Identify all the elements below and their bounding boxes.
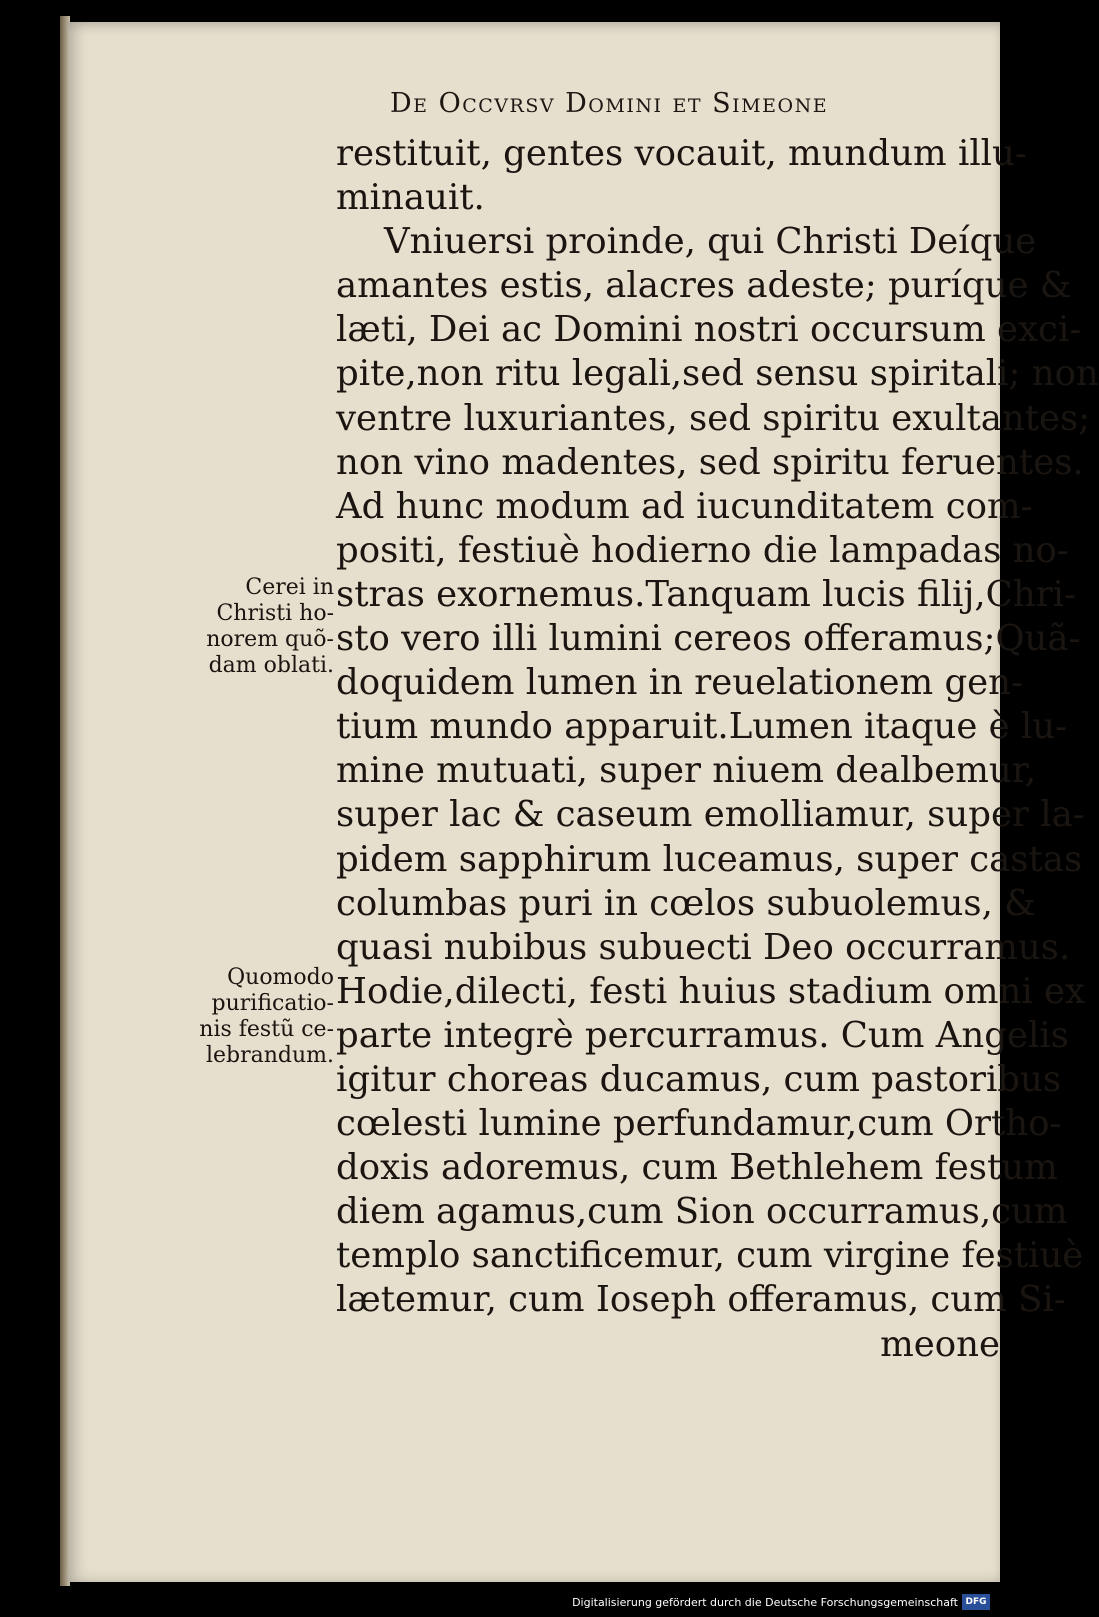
text-line: templo sanctificemur, cum virgine festiuè: [336, 1235, 1084, 1277]
text-line: amantes estis, alacres adeste; puríque &: [336, 265, 1072, 307]
text-line: positi, festiuè hodierno die lampadas no-: [336, 529, 1069, 571]
marginal-note-line: dam oblati.: [208, 653, 334, 678]
main-text-block: [336, 132, 1099, 1367]
catchword: meone: [880, 1323, 1000, 1365]
dfg-logo-icon: DFG: [962, 1594, 990, 1610]
text-line: sto vero illi lumini cereos offeramus;Quã-: [336, 618, 1081, 660]
text-line: igitur choreas ducamus, cum pastoribus: [336, 1058, 1062, 1100]
marginal-note-line: lebrandum.: [205, 1043, 334, 1068]
text-line: Vniuersi proinde, qui Christi Deíque: [384, 221, 1037, 263]
footer-credit: Digitalisierung gefördert durch die Deutsche Forschungsgemeinschaft: [572, 1596, 958, 1609]
text-line: doxis adoremus, cum Bethlehem festum: [336, 1147, 1058, 1189]
marginal-note-line: Christi ho-: [216, 601, 334, 626]
text-line: non vino madentes, sed spiritu feruentes.: [336, 441, 1084, 483]
text-line: doquidem lumen in reuelationem gen-: [336, 662, 1024, 704]
text-line: ventre luxuriantes, sed spiritu exultantes;: [336, 397, 1091, 439]
text-line: stras exornemus.Tanquam lucis filij,Chri-: [336, 573, 1077, 615]
text-line: columbas puri in cœlos subuolemus, &: [336, 882, 1036, 924]
text-line: Hodie,dilecti, festi huius stadium omni ex: [336, 970, 1086, 1012]
marginal-note-line: Quomodo: [227, 965, 334, 990]
text-line: diem agamus,cum Sion occurramus,cum: [336, 1191, 1068, 1233]
text-line: tium mundo apparuit.Lumen itaque è lu-: [336, 706, 1068, 748]
text-line: restituit, gentes vocauit, mundum illu-: [336, 133, 1027, 174]
marginal-note-line: Cerei in: [245, 575, 334, 600]
text-line: læti, Dei ac Domini nostri occursum exci-: [336, 309, 1082, 351]
marginal-note-line: norem quõ-: [206, 627, 334, 652]
text-line: parte integrè percurramus. Cum Angelis: [336, 1014, 1069, 1056]
marginal-note-line: nis festũ ce-: [199, 1017, 334, 1042]
text-line: super lac & caseum emolliamur, super la-: [336, 794, 1085, 836]
marginal-note-line: purificatio-: [211, 991, 334, 1016]
text-line: pidem sapphirum luceamus, super castas: [336, 838, 1083, 880]
text-line: lætemur, cum Ioseph offeramus, cum Si-: [336, 1279, 1066, 1321]
running-head: De Occvrsv Domini et Simeone: [390, 88, 829, 119]
text-line: mine mutuati, super niuem dealbemur,: [336, 750, 1037, 792]
text-line: quasi nubibus subuecti Deo occurramus.: [336, 926, 1071, 968]
marginal-note-purification: [199, 965, 334, 1069]
text-line: pite,non ritu legali,sed sensu spiritali; non: [336, 353, 1099, 395]
text-line: cœlesti lumine perfundamur,cum Ortho-: [336, 1103, 1062, 1145]
text-line: Ad hunc modum ad iucunditatem com-: [336, 485, 1033, 527]
text-line: minauit.: [336, 177, 485, 219]
marginal-note-candles: [206, 575, 334, 679]
